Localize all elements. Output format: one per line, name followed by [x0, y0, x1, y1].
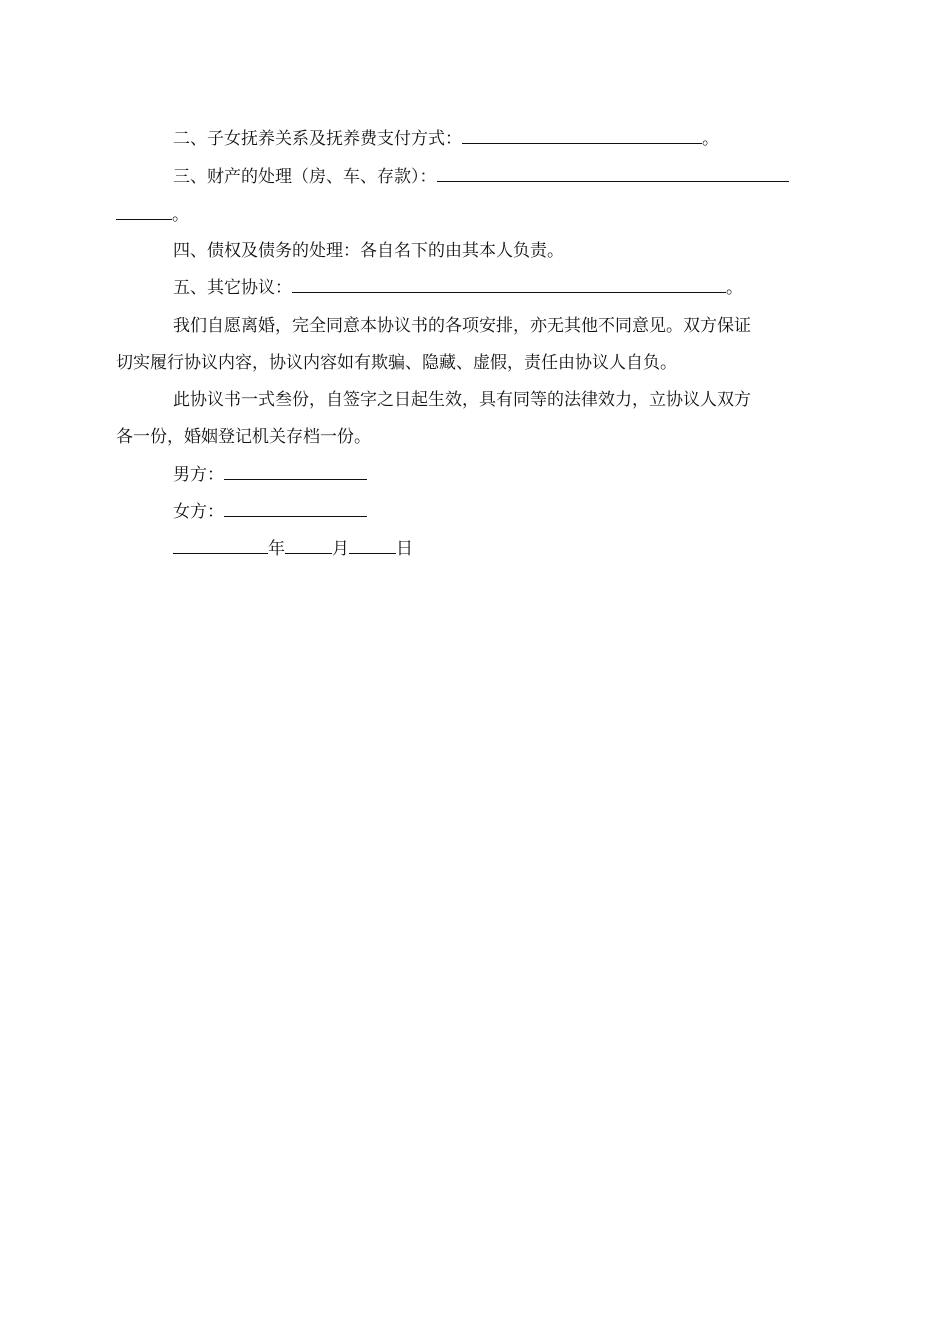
clause-other-text: 五、其它协议：	[173, 278, 292, 298]
statement-paragraph-line-1	[173, 311, 836, 341]
validity-text: 各一份，婚姻登记机关存档一份。	[116, 427, 371, 447]
statement-text: 我们自愿离婚，完全同意本协议书的各项安排，亦无其他不同意见。双方保证	[173, 316, 751, 336]
year-blank[interactable]	[173, 534, 268, 554]
male-signature-blank[interactable]	[224, 460, 367, 480]
date-line	[173, 534, 836, 564]
clause-property-text: 三、财产的处理（房、车、存款）：	[173, 167, 437, 187]
clause-end-mark: 。	[702, 129, 719, 149]
clause-end-mark: 。	[726, 278, 743, 298]
clause-debts	[173, 236, 836, 266]
month-label: 月	[332, 539, 349, 559]
male-signature-line	[173, 460, 836, 490]
clause-end-mark: 。	[172, 205, 189, 225]
validity-text: 此协议书一式叁份，自签字之日起生效，具有同等的法律效力，立协议人双方	[173, 390, 751, 410]
property-blank-continued[interactable]	[116, 200, 172, 220]
statement-paragraph-line-2	[116, 348, 836, 378]
statement-text: 切实履行协议内容，协议内容如有欺骗、隐藏、虚假，责任由协议人自负。	[116, 353, 677, 373]
other-agreement-blank[interactable]	[292, 273, 726, 293]
validity-paragraph-line-2	[116, 422, 836, 452]
clause-property	[173, 162, 836, 192]
female-signature-label: 女方：	[173, 502, 224, 522]
clause-other	[173, 273, 836, 303]
month-blank[interactable]	[285, 534, 332, 554]
male-signature-label: 男方：	[173, 465, 224, 485]
female-signature-line	[173, 497, 836, 527]
day-blank[interactable]	[349, 534, 396, 554]
female-signature-blank[interactable]	[224, 497, 367, 517]
validity-paragraph-line-1	[173, 385, 836, 415]
clause-debts-text: 四、债权及债务的处理：各自名下的由其本人负责。	[173, 241, 564, 261]
clause-property-continued	[116, 200, 836, 230]
clause-child-custody	[173, 124, 836, 154]
child-custody-blank[interactable]	[462, 124, 702, 144]
day-label: 日	[396, 539, 413, 559]
property-blank[interactable]	[437, 162, 789, 182]
clause-child-custody-text: 二、子女抚养关系及抚养费支付方式：	[173, 129, 462, 149]
year-label: 年	[268, 539, 285, 559]
